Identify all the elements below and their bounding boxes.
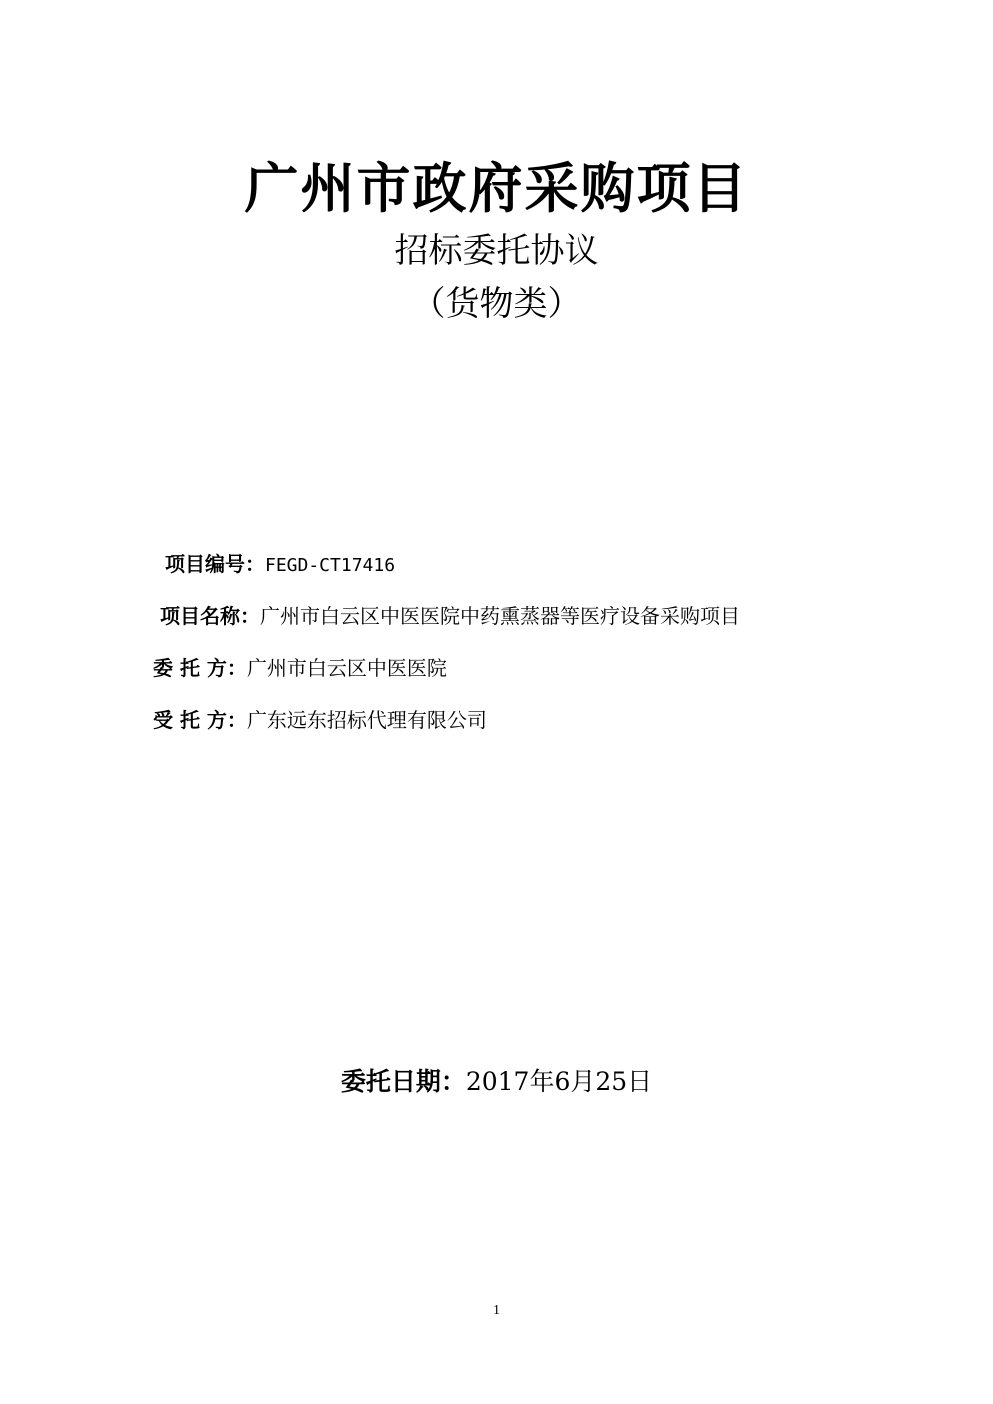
document-subtitle: 招标委托协议 — [394, 231, 599, 271]
project-number-label: 项目编号： — [165, 552, 265, 576]
project-number-row — [165, 549, 395, 579]
client-row — [153, 653, 447, 683]
page-number: 1 — [493, 1303, 500, 1318]
client-label: 委 托 方： — [153, 656, 247, 680]
commission-date-value: 2017年6月25日 — [465, 1067, 653, 1096]
client-value: 广州市白云区中医医院 — [246, 656, 447, 680]
agent-row — [153, 705, 487, 735]
commission-date — [0, 1064, 993, 1100]
agent-label: 受 托 方： — [153, 708, 247, 732]
commission-date-label: 委托日期： — [340, 1067, 466, 1096]
project-name-row — [160, 601, 740, 631]
agent-value: 广东远东招标代理有限公司 — [246, 708, 487, 732]
project-number-value: FEGD-CT17416 — [265, 555, 396, 576]
project-name-value: 广州市白云区中医医院中药熏蒸器等医疗设备采购项目 — [260, 604, 740, 628]
document-category: （货物类） — [411, 284, 582, 324]
document-title: 广州市政府采购项目 — [244, 156, 749, 220]
project-name-label: 项目名称： — [160, 604, 260, 628]
